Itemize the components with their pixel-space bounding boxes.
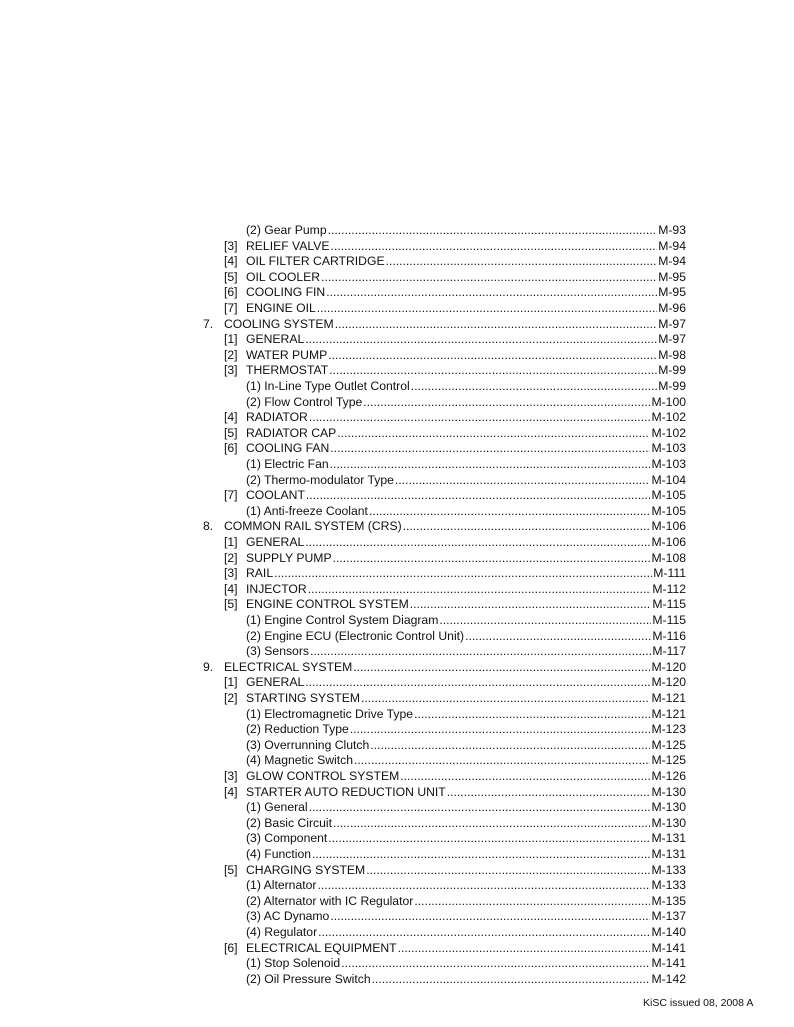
- toc-entry-title: RELIEF VALVE: [246, 238, 330, 253]
- toc-entry-number: [2]: [224, 550, 238, 565]
- dot-leader: [370, 738, 650, 754]
- toc-entry-line: [246, 925, 686, 941]
- dot-leader: [333, 816, 650, 832]
- toc-entry-page: M-115: [652, 597, 686, 612]
- toc-entry-page: M-95: [658, 269, 686, 284]
- toc-entry-number: [1]: [224, 675, 238, 690]
- toc-entry-page: M-103: [651, 441, 686, 456]
- toc-entry: [0, 909, 794, 925]
- toc-entry: [0, 956, 794, 972]
- toc-entry: [0, 566, 794, 582]
- dot-leader: [309, 800, 651, 816]
- toc-entry-title: COOLING FIN: [246, 285, 326, 300]
- toc-entry-page: M-108: [651, 550, 686, 565]
- dot-leader: [363, 395, 650, 411]
- toc-entry-page: M-97: [658, 332, 686, 347]
- toc-entry-page: M-131: [651, 831, 686, 846]
- toc-entry: [0, 675, 794, 691]
- dot-leader: [317, 301, 657, 317]
- toc-entry: [0, 582, 794, 598]
- toc-entry-number: [3]: [224, 238, 238, 253]
- dot-leader: [353, 660, 650, 676]
- dot-leader: [369, 504, 651, 520]
- toc-entry: [0, 691, 794, 707]
- dot-leader: [400, 769, 650, 785]
- toc-entry-title: (2) Flow Control Type: [246, 394, 363, 409]
- toc-entry-line: [246, 473, 686, 489]
- toc-entry-line: [246, 722, 686, 738]
- toc-entry-line: [246, 613, 686, 629]
- toc-entry-page: M-115: [652, 613, 686, 627]
- toc-entry-page: M-99: [658, 363, 686, 378]
- dot-leader: [398, 941, 651, 957]
- toc-entry-line: [246, 379, 686, 395]
- toc-entry: [0, 285, 794, 301]
- dot-leader: [361, 691, 650, 707]
- toc-entry-title: GLOW CONTROL SYSTEM: [246, 769, 400, 783]
- dot-leader: [341, 956, 650, 972]
- toc-entry-title: RAIL: [246, 566, 274, 581]
- toc-entry-number: [2]: [224, 691, 238, 705]
- toc-entry-title: (1) Electromagnetic Drive Type: [246, 706, 414, 721]
- toc-entry-line: [246, 691, 686, 707]
- toc-entry-title: OIL COOLER: [246, 269, 321, 284]
- toc-entry-line: [246, 254, 686, 270]
- toc-entry-line: [246, 738, 686, 754]
- dot-leader: [330, 441, 650, 457]
- toc-entry-line: [246, 847, 686, 863]
- toc-entry-title: (3) Overrunning Clutch: [246, 737, 370, 752]
- toc-entry: [0, 535, 794, 551]
- toc-entry-line: [246, 894, 686, 910]
- toc-entry-line: [246, 753, 686, 769]
- toc-entry-line: [246, 395, 686, 411]
- toc-entry-line: [246, 504, 686, 520]
- toc-entry: [0, 457, 794, 473]
- toc-entry-page: M-112: [652, 581, 686, 596]
- toc-entry-number: [7]: [224, 488, 238, 503]
- toc-entry-page: M-117: [652, 644, 686, 659]
- toc-entry-title: (2) Thermo-modulator Type: [246, 472, 394, 487]
- toc-entry-number: [1]: [224, 535, 238, 549]
- toc-entry: [0, 441, 794, 457]
- toc-entry-title: (4) Function: [246, 847, 312, 861]
- toc-entry-title: (3) Sensors: [246, 644, 309, 659]
- toc-entry-page: M-94: [658, 238, 686, 253]
- toc-entry-page: M-94: [658, 254, 686, 269]
- dot-leader: [309, 410, 651, 426]
- toc-entry-page: M-131: [651, 847, 686, 861]
- toc-entry-title: (2) Alternator with IC Regulator: [246, 893, 414, 908]
- toc-entry-line: [246, 566, 686, 582]
- toc-entry-line: [246, 348, 686, 364]
- toc-entry-title: ENGINE OIL: [246, 301, 316, 315]
- dot-leader: [330, 457, 651, 473]
- toc-entry-title: COOLING FAN: [246, 441, 330, 456]
- toc-entry-line: [246, 582, 686, 598]
- toc-entry-page: M-93: [658, 223, 686, 237]
- dot-leader: [317, 878, 650, 894]
- toc-entry-line: [246, 956, 686, 972]
- dot-leader: [305, 332, 657, 348]
- toc-entry-title: (2) Oil Pressure Switch: [246, 971, 371, 986]
- dot-leader: [337, 426, 650, 442]
- toc-entry-line: [246, 441, 686, 457]
- dot-leader: [386, 254, 658, 270]
- toc-entry: [0, 504, 794, 520]
- dot-leader: [328, 348, 657, 364]
- dot-leader: [326, 285, 657, 301]
- toc-entry-page: M-133: [651, 878, 686, 893]
- toc-entry: [0, 769, 794, 785]
- toc-entry-line: [246, 426, 686, 442]
- toc-entry-line: [246, 863, 686, 879]
- toc-entry: [0, 410, 794, 426]
- toc-entry-number: [6]: [224, 441, 238, 456]
- toc-entry-line: [246, 410, 686, 426]
- toc-entry: [0, 379, 794, 395]
- toc-entry-number: 7.: [203, 316, 214, 331]
- toc-entry-title: (2) Basic Circuit: [246, 815, 333, 830]
- toc-entry: [0, 348, 794, 364]
- toc-entry-page: M-130: [651, 815, 686, 830]
- toc-entry-title: CHARGING SYSTEM: [246, 862, 366, 877]
- toc-entry: [0, 707, 794, 723]
- dot-leader: [350, 722, 651, 738]
- dot-leader: [328, 223, 658, 239]
- toc-entry-line: [224, 519, 686, 535]
- dot-leader: [439, 613, 651, 629]
- toc-entry-number: [4]: [224, 410, 238, 425]
- dot-leader: [310, 644, 651, 660]
- toc-entry: [0, 722, 794, 738]
- dot-leader: [329, 363, 657, 379]
- toc-entry-number: 8.: [203, 519, 214, 534]
- toc-entry-line: [246, 332, 686, 348]
- toc-entry-title: GENERAL: [246, 675, 305, 690]
- toc-entry-line: [246, 769, 686, 785]
- toc-entry-title: (1) Engine Control System Diagram: [246, 613, 439, 627]
- toc-entry: [0, 816, 794, 832]
- toc-entry-line: [246, 457, 686, 473]
- toc-entry-number: [3]: [224, 363, 238, 378]
- toc-entry-line: [246, 488, 686, 504]
- toc-entry-title: (4) Magnetic Switch: [246, 753, 354, 768]
- toc-entry-line: [246, 363, 686, 379]
- dot-leader: [312, 847, 650, 863]
- dot-leader: [403, 519, 651, 535]
- toc-entry: [0, 847, 794, 863]
- toc-entry-title: COOLANT: [246, 488, 305, 503]
- toc-entry: [0, 363, 794, 379]
- toc-entry-page: M-105: [651, 503, 686, 518]
- dot-leader: [331, 239, 658, 255]
- toc-entry-page: M-126: [651, 769, 686, 783]
- toc-entry-number: [5]: [224, 269, 238, 284]
- toc-entry-page: M-121: [651, 691, 686, 705]
- toc-entry-page: M-125: [651, 737, 686, 752]
- toc-entry-title: ELECTRICAL EQUIPMENT: [246, 940, 397, 955]
- dot-leader: [333, 551, 651, 567]
- toc-entry-line: [246, 785, 686, 801]
- toc-entry-number: [1]: [224, 332, 238, 347]
- toc-entry-page: M-133: [651, 862, 686, 877]
- toc-entry-number: [6]: [224, 940, 238, 955]
- toc-entry-line: [246, 223, 686, 239]
- dot-leader: [465, 629, 651, 645]
- toc-entry: [0, 613, 794, 629]
- toc-entry-title: (3) Component: [246, 831, 328, 846]
- toc-entry-line: [246, 800, 686, 816]
- toc-entry: [0, 660, 794, 676]
- toc-entry: [0, 972, 794, 988]
- toc-entry-title: GENERAL: [246, 332, 305, 347]
- dot-leader: [354, 753, 650, 769]
- toc-entry-page: M-106: [651, 519, 686, 534]
- toc-entry: [0, 941, 794, 957]
- dot-leader: [305, 535, 650, 551]
- toc-entry-title: STARTING SYSTEM: [246, 691, 360, 705]
- toc-entry-line: [246, 878, 686, 894]
- toc-entry-line: [246, 285, 686, 301]
- dot-leader: [335, 317, 658, 333]
- toc-entry-page: M-140: [651, 925, 686, 939]
- dot-leader: [414, 707, 650, 723]
- toc-entry: [0, 644, 794, 660]
- dot-leader: [308, 582, 652, 598]
- toc-entry: [0, 738, 794, 754]
- dot-leader: [395, 473, 651, 489]
- toc-entry: [0, 332, 794, 348]
- toc-entry-number: [3]: [224, 566, 238, 581]
- toc-entry: [0, 473, 794, 489]
- toc-entry-title: RADIATOR CAP: [246, 425, 337, 440]
- toc-entry: [0, 878, 794, 894]
- toc-entry-page: M-102: [651, 410, 686, 425]
- toc-entry: [0, 519, 794, 535]
- toc-entry-title: OIL FILTER CARTRIDGE: [246, 254, 385, 269]
- toc-entry: [0, 301, 794, 317]
- toc-entry-line: [246, 301, 686, 317]
- toc-entry-page: M-100: [651, 394, 686, 409]
- toc-entry-line: [246, 597, 686, 613]
- toc-entry-line: [246, 535, 686, 551]
- toc-entry-title: INJECTOR: [246, 581, 307, 596]
- toc-entry-line: [224, 317, 686, 333]
- toc-entry-title: THERMOSTAT: [246, 363, 329, 378]
- toc-entry: [0, 254, 794, 270]
- toc-entry: [0, 863, 794, 879]
- toc-entry-number: [3]: [224, 769, 238, 783]
- toc-entry-line: [246, 707, 686, 723]
- toc-entry: [0, 800, 794, 816]
- toc-entry-line: [246, 909, 686, 925]
- toc-entry-page: M-135: [651, 893, 686, 908]
- toc-entry-page: M-123: [651, 722, 686, 737]
- toc-entry-page: M-104: [651, 472, 686, 487]
- toc-entry-title: RADIATOR: [246, 410, 308, 425]
- toc-entry: [0, 785, 794, 801]
- toc-entry: [0, 426, 794, 442]
- toc-entry-line: [246, 816, 686, 832]
- toc-entry-title: (1) General: [246, 800, 308, 815]
- toc-entry-page: M-142: [651, 971, 686, 986]
- dot-leader: [318, 925, 650, 941]
- toc-entry-page: M-137: [651, 909, 686, 924]
- toc-entry-page: M-141: [651, 956, 686, 971]
- toc-entry-number: [5]: [224, 862, 238, 877]
- toc-entry-line: [246, 551, 686, 567]
- toc-entry-page: M-98: [658, 347, 686, 362]
- dot-leader: [366, 863, 650, 879]
- dot-leader: [305, 675, 650, 691]
- toc-entry-number: [7]: [224, 301, 238, 315]
- toc-entry-title: SUPPLY PUMP: [246, 550, 332, 565]
- toc-entry-page: M-102: [651, 425, 686, 440]
- toc-entry-page: M-111: [653, 566, 686, 581]
- toc-entry-page: M-130: [651, 784, 686, 799]
- toc-entry-line: [224, 660, 686, 676]
- toc-entry-page: M-125: [651, 753, 686, 768]
- toc-entry-line: [246, 270, 686, 286]
- toc-entry-title: (3) AC Dynamo: [246, 909, 330, 924]
- toc-entry-page: M-96: [658, 301, 686, 315]
- toc-entry-line: [246, 675, 686, 691]
- toc-entry-number: [4]: [224, 581, 238, 596]
- toc-entry-page: M-97: [658, 316, 686, 331]
- issue-footer: KiSC issued 08, 2008 A: [643, 997, 754, 1009]
- toc-entry-number: [5]: [224, 597, 238, 612]
- dot-leader: [411, 379, 658, 395]
- dot-leader: [372, 972, 651, 988]
- toc-entry: [0, 223, 794, 239]
- toc-entry-page: M-120: [651, 675, 686, 690]
- toc-entry: [0, 597, 794, 613]
- toc-entry: [0, 239, 794, 255]
- toc-entry: [0, 629, 794, 645]
- dot-leader: [447, 785, 651, 801]
- toc-entry-page: M-99: [658, 379, 686, 393]
- toc-entry-line: [246, 972, 686, 988]
- toc-entry: [0, 488, 794, 504]
- toc-entry: [0, 317, 794, 333]
- toc-entry-title: COMMON RAIL SYSTEM (CRS): [224, 519, 402, 534]
- toc-entry-title: (1) Alternator: [246, 878, 317, 893]
- toc-entry: [0, 270, 794, 286]
- toc-entry-title: COOLING SYSTEM: [224, 316, 334, 331]
- toc-entry-title: (1) In-Line Type Outlet Control: [246, 379, 410, 393]
- toc-entry-title: (1) Electric Fan: [246, 457, 329, 471]
- dot-leader: [330, 909, 650, 925]
- dot-leader: [328, 831, 650, 847]
- toc-entry-page: M-95: [658, 285, 686, 300]
- toc-entry-title: (4) Regulator: [246, 925, 318, 939]
- toc-entry-page: M-105: [651, 488, 686, 503]
- toc-entry-page: M-103: [651, 457, 686, 471]
- toc-entry-title: STARTER AUTO REDUCTION UNIT: [246, 784, 446, 799]
- toc-entry-number: [2]: [224, 347, 238, 362]
- toc-entry-title: (1) Anti-freeze Coolant: [246, 503, 368, 518]
- toc-entry-title: (2) Engine ECU (Electronic Control Unit): [246, 628, 465, 643]
- dot-leader: [306, 488, 651, 504]
- dot-leader: [410, 597, 652, 613]
- toc-entry: [0, 894, 794, 910]
- dot-leader: [414, 894, 650, 910]
- toc-entry-number: [5]: [224, 425, 238, 440]
- toc-entry: [0, 395, 794, 411]
- toc-entry: [0, 925, 794, 941]
- toc-entry-page: M-106: [651, 535, 686, 549]
- toc-entry-line: [246, 629, 686, 645]
- toc-entry: [0, 753, 794, 769]
- toc-entry-title: ENGINE CONTROL SYSTEM: [246, 597, 409, 612]
- toc-entry-page: M-120: [651, 659, 686, 674]
- toc-entry: [0, 551, 794, 567]
- toc-entry-title: (2) Reduction Type: [246, 722, 349, 737]
- toc-entry-page: M-141: [651, 940, 686, 955]
- toc-entry-page: M-130: [651, 800, 686, 815]
- toc-entry-title: GENERAL: [246, 535, 305, 549]
- toc-entry-page: M-121: [651, 706, 686, 721]
- toc-entry-line: [246, 644, 686, 660]
- toc-entry-number: 9.: [203, 659, 214, 674]
- toc-entry-title: (1) Stop Solenoid: [246, 956, 341, 971]
- toc-entry-number: [4]: [224, 784, 238, 799]
- dot-leader: [274, 566, 652, 582]
- toc-entry-page: M-116: [652, 628, 686, 643]
- toc-entry-line: [246, 941, 686, 957]
- toc-entry-number: [6]: [224, 285, 238, 300]
- toc-entry-title: (2) Gear Pump: [246, 223, 327, 237]
- toc-entry-line: [246, 831, 686, 847]
- toc-entry: [0, 831, 794, 847]
- toc-entry-line: [246, 239, 686, 255]
- toc-entry-title: ELECTRICAL SYSTEM: [224, 659, 353, 674]
- toc-entry-number: [4]: [224, 254, 238, 269]
- dot-leader: [321, 270, 657, 286]
- toc-entry-title: WATER PUMP: [246, 347, 328, 362]
